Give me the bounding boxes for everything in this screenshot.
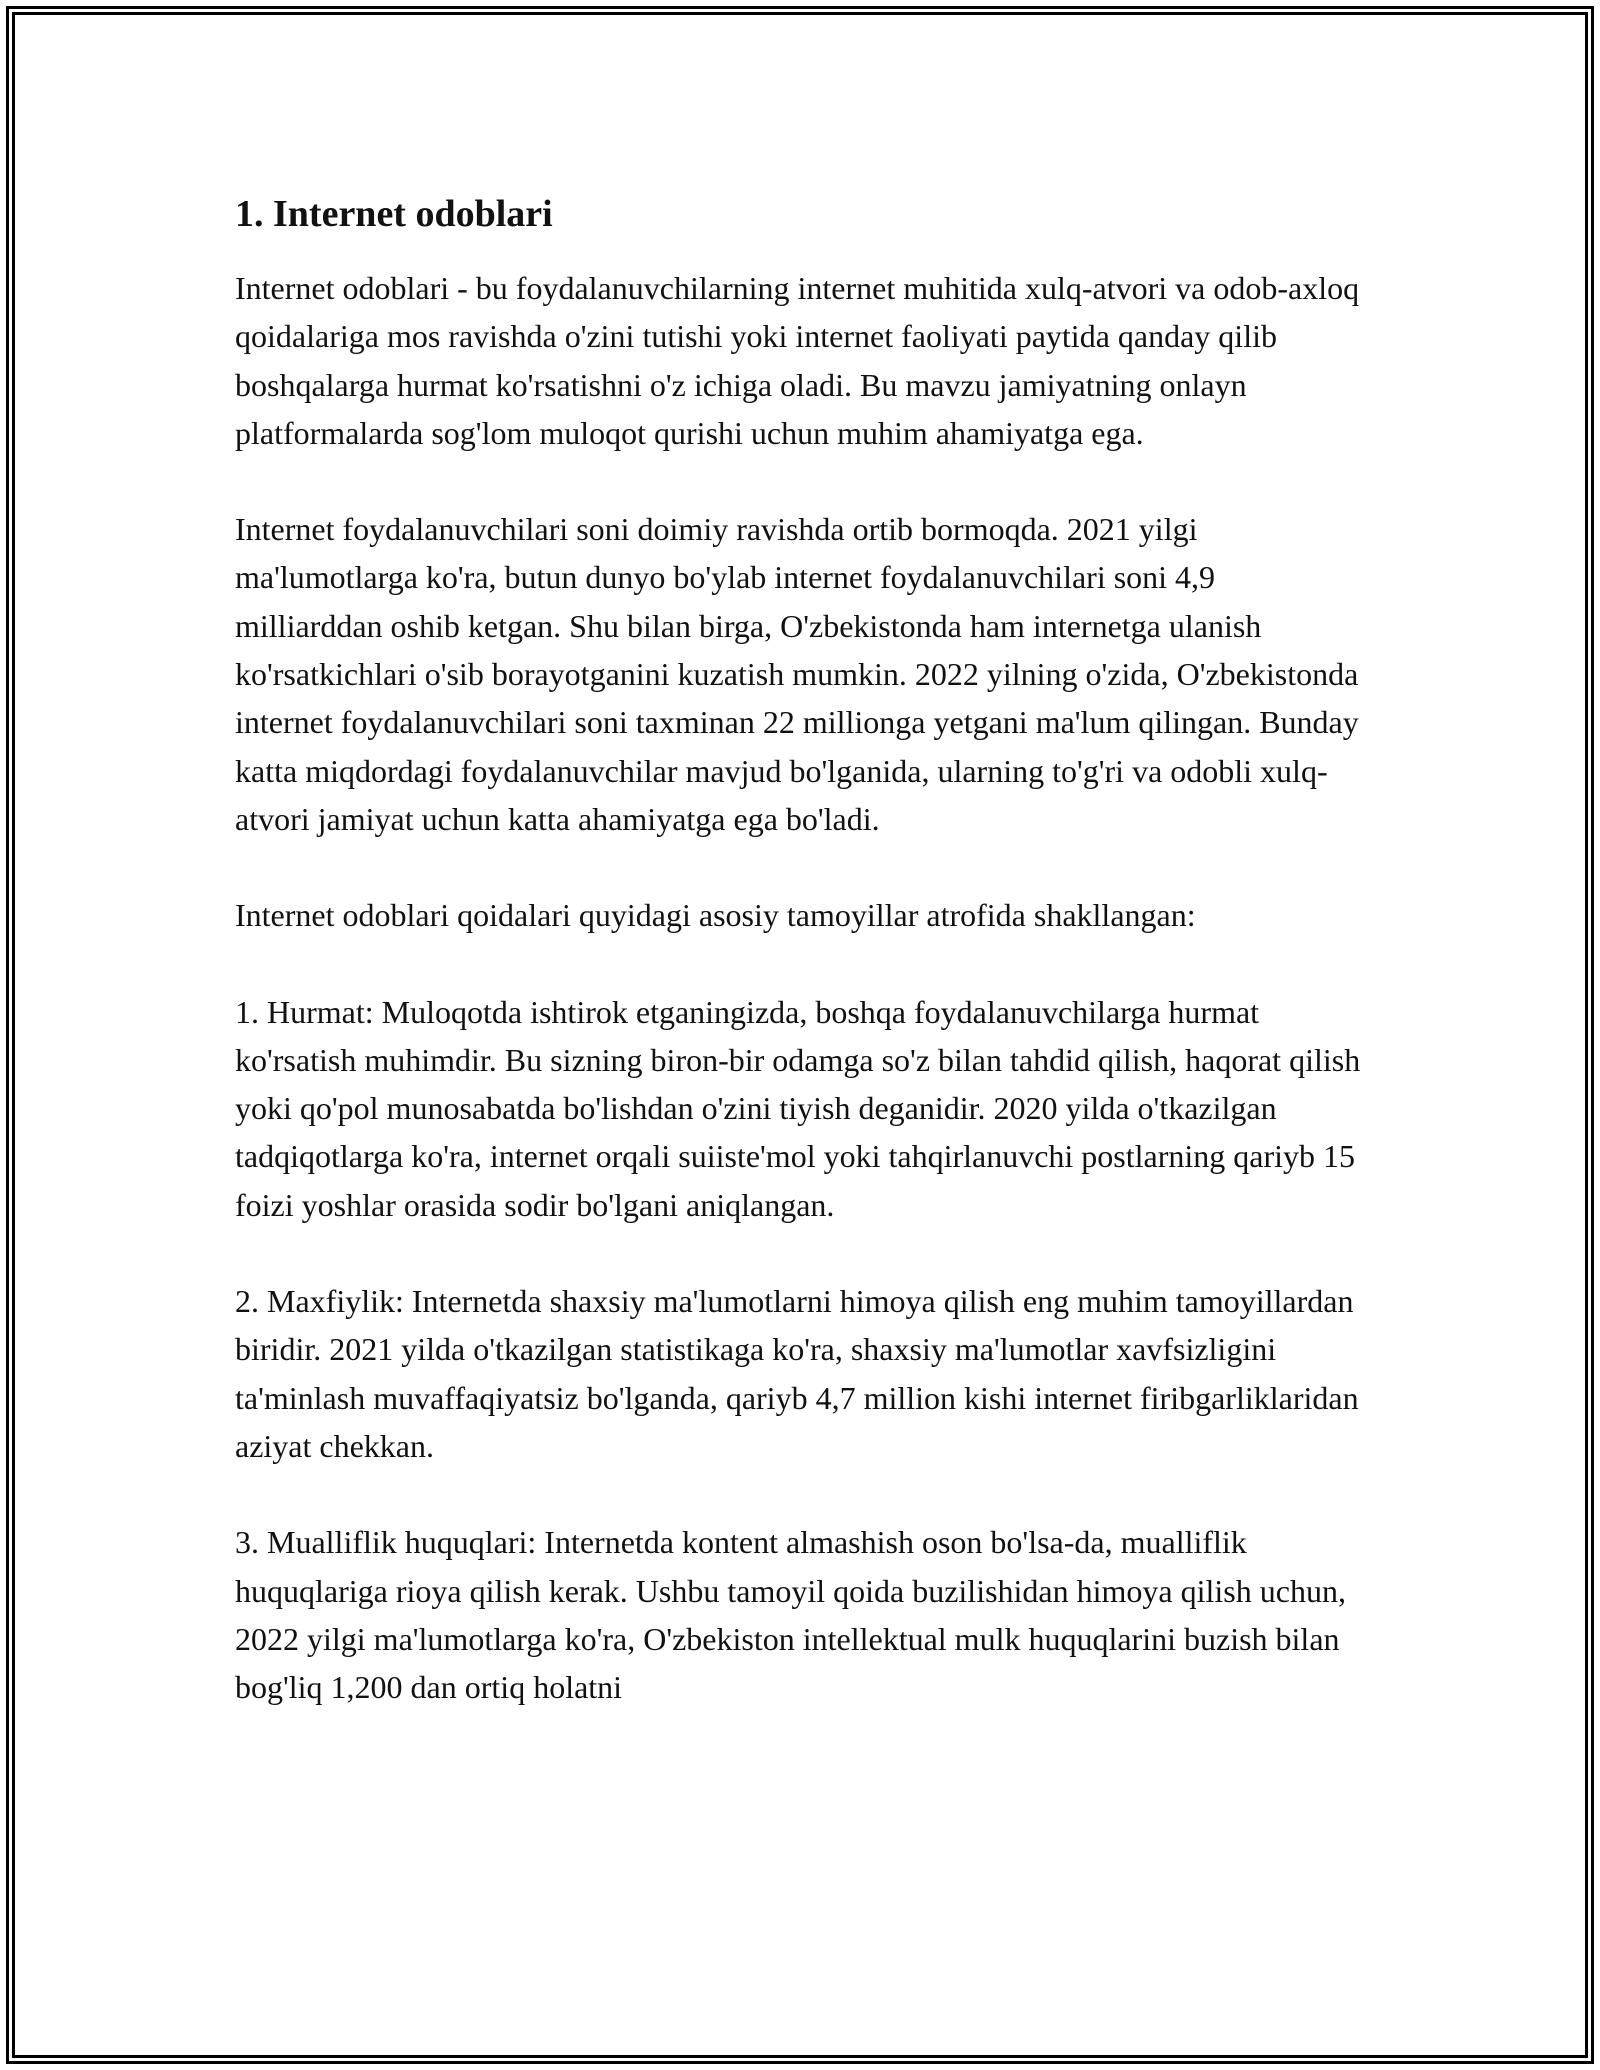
paragraph-statistics: Internet foydalanuvchilari soni doimiy ravishda ortib bormoqda. 2021 yilgi ma'lumotlarga ko'ra, butun dunyo bo'ylab internet foydalanuvchilari soni 4,9 milliarddan oshib ketgan. Shu bilan birga, O'zbekistonda ham internetga ulanish ko'rsatkichlari o'sib borayotganini kuzatish mumkin. 2022 yilning o'zida, O'zbekistonda internet foydalanuvchilari soni taxminan 22 millionga yetgani ma'lum qilingan. Bunday katta miqdordagi foydalanuvchilar mavjud bo'lganida, ularning to'g'ri va odobli xulq-atvori jamiyat uchun katta ahamiyatga ega bo'ladi. <box>235 511 1359 837</box>
section-heading: 1. Internet odoblari <box>235 193 553 235</box>
paragraph-principles-intro: Internet odoblari qoidalari quyidagi asosiy tamoyillar atrofida shakllangan: <box>235 897 1196 934</box>
document-page <box>235 186 1365 1759</box>
paragraph-privacy: 2. Maxfiylik: Internetda shaxsiy ma'lumotlarni himoya qilish eng muhim tamoyillardan biridir. 2021 yilda o'tkazilgan statistikaga ko'ra, shaxsiy ma'lumotlar xavfsizligini ta'minlash muvaffaqiyatsiz bo'lganda, qariyb 4,7 million kishi internet firibgarliklaridan aziyat chekkan. <box>235 1283 1359 1464</box>
paragraph-respect: 1. Hurmat: Muloqotda ishtirok etganingizda, boshqa foydalanuvchilarga hurmat ko'rsatish muhimdir. Bu sizning biron-bir odamga so'z bilan tahdid qilish, haqorat qilish yoki qo'pol munosabatda bo'lishdan o'zini tiyish deganidir. 2020 yilda o'tkazilgan tadqiqotlarga ko'ra, internet orqali suiiste'mol yoki tahqirlanuvchi postlarning qariyb 15 foizi yoshlar orasida sodir bo'lgani aniqlangan. <box>235 993 1361 1223</box>
paragraph-copyright: 3. Mualliflik huquqlari: Internetda kontent almashish oson bo'lsa-da, mualliflik huquqlariga rioya qilish kerak. Ushbu tamoyil qoida buzilishidan himoya qilish uchun, 2022 yilgi ma'lumotlarga ko'ra, O'zbekiston intellektual mulk huquqlarini buzish bilan bog'liq 1,200 dan ortiq holatni <box>235 1524 1346 1706</box>
paragraph-intro: Internet odoblari - bu foydalanuvchilarning internet muhitida xulq-atvori va odob-axloq qoidalariga mos ravishda o'zini tutishi yoki internet faoliyati paytida qanday qilib boshqalarga hurmat ko'rsatishni o'z ichiga oladi. Bu mavzu jamiyatning onlayn platformalarda sog'lom muloqot qurishi uchun muhim ahamiyatga ega. <box>235 270 1360 451</box>
